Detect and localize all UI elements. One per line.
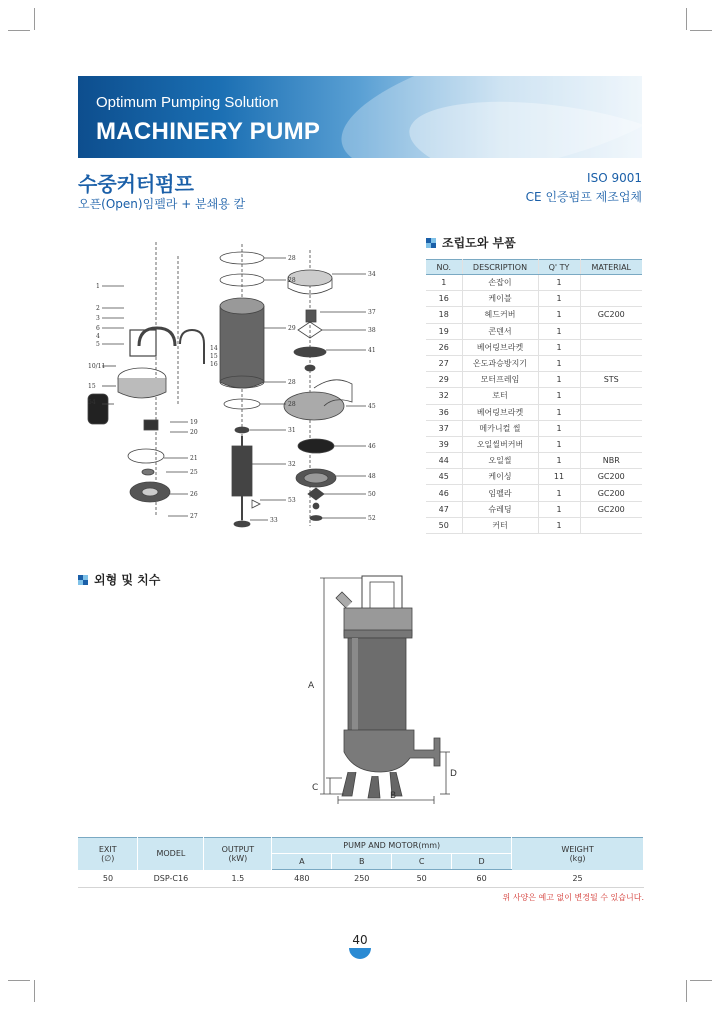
header-banner (78, 76, 642, 158)
callout-label: 48 (368, 473, 376, 480)
crop-mark (8, 30, 30, 31)
parts-col-material: MATERIAL (580, 260, 642, 275)
dim-label-a: A (308, 681, 315, 691)
part-material: STS (580, 372, 642, 388)
callout-label: 28 (288, 255, 296, 262)
part-material: GC200 (580, 469, 642, 485)
part-qty: 1 (538, 404, 580, 420)
part-material (580, 275, 642, 291)
table-row (426, 469, 642, 485)
part-description: 베어링브라켓 (462, 404, 538, 420)
table-row (426, 355, 642, 371)
table-row (426, 420, 642, 436)
callout-label: 27 (190, 513, 198, 520)
spec-a: 480 (272, 870, 332, 888)
part-qty: 1 (538, 388, 580, 404)
part-material: GC200 (580, 501, 642, 517)
callout-label: 46 (368, 443, 376, 450)
table-row (426, 436, 642, 452)
spec-col-weight-line2: (kg) (569, 853, 586, 863)
part-no: 29 (426, 372, 462, 388)
part-description: 오일씰버커버 (462, 436, 538, 452)
callout-label: 6 (96, 325, 100, 332)
spec-col-output (204, 838, 272, 870)
spec-col-d: D (452, 854, 512, 870)
part-no: 36 (426, 404, 462, 420)
part-material (580, 517, 642, 533)
part-material (580, 291, 642, 307)
crop-mark (8, 980, 30, 981)
spec-col-weight (512, 838, 644, 870)
part-description: 로터 (462, 388, 538, 404)
part-qty: 1 (538, 355, 580, 371)
spec-weight: 25 (512, 870, 644, 888)
part-no: 50 (426, 517, 462, 533)
crop-mark (686, 8, 687, 30)
crop-mark (690, 30, 712, 31)
banner-subtitle: Optimum Pumping Solution (96, 94, 279, 111)
table-row (426, 275, 642, 291)
part-material (580, 404, 642, 420)
callout-label: 50 (368, 491, 376, 498)
spec-col-output-line2: (kW) (228, 853, 248, 863)
part-material (580, 420, 642, 436)
table-row (426, 501, 642, 517)
part-qty: 1 (538, 517, 580, 533)
spec-col-weight-line1: WEIGHT (561, 844, 594, 854)
cert-iso: ISO 9001 (587, 171, 642, 185)
part-no: 39 (426, 436, 462, 452)
callout-label: 37 (368, 309, 376, 316)
part-description: 슈레딩 (462, 501, 538, 517)
parts-table (426, 259, 642, 534)
spec-col-model: MODEL (138, 838, 204, 870)
part-no: 19 (426, 323, 462, 339)
spec-col-c: C (392, 854, 452, 870)
spec-col-group: PUMP AND MOTOR(mm) (272, 838, 512, 854)
dims-heading-text: 외형 및 치수 (94, 573, 161, 587)
part-no: 27 (426, 355, 462, 371)
part-no: 26 (426, 339, 462, 355)
product-subtitle: 오픈(Open)임펠라 + 분쇄용 칼 (78, 197, 246, 211)
part-no: 1 (426, 275, 462, 291)
part-qty: 1 (538, 453, 580, 469)
callout-label: 15 (88, 383, 96, 390)
parts-col-qty: Q' TY (538, 260, 580, 275)
table-row (426, 453, 642, 469)
table-row (426, 404, 642, 420)
callout-label: 14 (210, 345, 218, 352)
callout-label: 53 (288, 497, 296, 504)
dim-label-c: C (312, 783, 319, 793)
callout-label: 28 (288, 277, 296, 284)
part-description: 케이싱 (462, 469, 538, 485)
part-no: 37 (426, 420, 462, 436)
part-description: 커터 (462, 517, 538, 533)
part-qty: 11 (538, 469, 580, 485)
part-material (580, 323, 642, 339)
part-qty: 1 (538, 420, 580, 436)
part-no: 47 (426, 501, 462, 517)
part-description: 케이블 (462, 291, 538, 307)
dimension-drawing (300, 572, 470, 804)
part-description: 헤드커버 (462, 307, 538, 323)
dim-label-b: B (390, 791, 397, 801)
spec-exit: 50 (78, 870, 138, 888)
part-material (580, 388, 642, 404)
part-description: 베어링브라켓 (462, 339, 538, 355)
part-description: 임펠라 (462, 485, 538, 501)
part-no: 46 (426, 485, 462, 501)
spec-c: 50 (392, 870, 452, 888)
part-qty: 1 (538, 501, 580, 517)
part-description: 메카니컬 씰 (462, 420, 538, 436)
callout-label: 21 (190, 455, 198, 462)
part-no: 16 (426, 291, 462, 307)
callout-label: 28 (288, 379, 296, 386)
part-qty: 1 (538, 275, 580, 291)
table-row (426, 372, 642, 388)
banner-title: MACHINERY PUMP (96, 118, 321, 145)
page-number: 40 (352, 933, 368, 947)
callout-label: 19 (190, 419, 198, 426)
crop-mark (34, 980, 35, 1002)
table-row (78, 870, 644, 888)
part-material: GC200 (580, 307, 642, 323)
table-row (426, 307, 642, 323)
parts-section-heading (426, 234, 516, 251)
part-description: 손잡이 (462, 275, 538, 291)
callout-label: 33 (270, 517, 278, 524)
spec-col-b: B (332, 854, 392, 870)
callout-label: 16 (210, 361, 218, 368)
part-description: 온도과승방지기 (462, 355, 538, 371)
section-square-icon (426, 238, 436, 248)
spec-change-note: 위 사양은 예고 없이 변경될 수 있습니다. (502, 893, 644, 902)
table-row (426, 485, 642, 501)
exploded-view-diagram (84, 236, 400, 536)
callout-label: 29 (288, 325, 296, 332)
callout-label: 5 (96, 341, 100, 348)
callout-label: 2 (96, 305, 100, 312)
part-no: 44 (426, 453, 462, 469)
callout-label: 54 (88, 399, 96, 406)
dim-label-d: D (450, 769, 457, 779)
page-tab-marker (349, 948, 371, 959)
parts-col-description: DESCRIPTION (462, 260, 538, 275)
section-square-icon (78, 575, 88, 585)
parts-table-body (426, 275, 642, 534)
part-material: NBR (580, 453, 642, 469)
part-qty: 1 (538, 372, 580, 388)
spec-col-exit-line1: EXIT (98, 844, 117, 854)
callout-label: 20 (190, 429, 198, 436)
spec-col-output-line1: OUTPUT (221, 844, 255, 854)
part-description: 오일씰 (462, 453, 538, 469)
part-qty: 1 (538, 436, 580, 452)
callout-label: 32 (288, 461, 296, 468)
callout-label: 3 (96, 315, 100, 322)
spec-output: 1.5 (204, 870, 272, 888)
callout-label: 41 (368, 347, 376, 354)
part-qty: 1 (538, 339, 580, 355)
crop-mark (34, 8, 35, 30)
callout-label: 25 (190, 469, 198, 476)
table-row (426, 388, 642, 404)
part-qty: 1 (538, 323, 580, 339)
part-qty: 1 (538, 291, 580, 307)
callout-label: 45 (368, 403, 376, 410)
spec-col-a: A (272, 854, 332, 870)
part-material: GC200 (580, 485, 642, 501)
part-material (580, 436, 642, 452)
part-description: 콘덴서 (462, 323, 538, 339)
callout-label: 31 (288, 427, 296, 434)
callout-label: 10/11 (88, 363, 106, 370)
part-description: 모터프레임 (462, 372, 538, 388)
part-qty: 1 (538, 307, 580, 323)
callout-label: 26 (190, 491, 198, 498)
table-row (426, 517, 642, 533)
part-no: 18 (426, 307, 462, 323)
parts-heading-text: 조립도와 부품 (442, 236, 516, 250)
spec-b: 250 (332, 870, 392, 888)
table-row (426, 291, 642, 307)
callout-label: 4 (96, 333, 100, 340)
callout-label: 1 (96, 283, 100, 290)
callout-label: 38 (368, 327, 376, 334)
spec-d: 60 (452, 870, 512, 888)
callout-label: 52 (368, 515, 376, 522)
spec-col-exit-line2: (∅) (101, 853, 115, 863)
part-qty: 1 (538, 485, 580, 501)
part-material (580, 355, 642, 371)
crop-mark (690, 980, 712, 981)
part-no: 32 (426, 388, 462, 404)
part-no: 45 (426, 469, 462, 485)
callout-label: 15 (210, 353, 218, 360)
part-material (580, 339, 642, 355)
spec-table (78, 837, 644, 888)
spec-col-exit (78, 838, 138, 870)
spec-model: DSP-C16 (138, 870, 204, 888)
callout-label: 28 (288, 401, 296, 408)
dims-section-heading (78, 571, 160, 588)
parts-col-no: NO. (426, 260, 462, 275)
callout-label: 34 (368, 271, 376, 278)
cert-ce: CE 인증펌프 제조업체 (525, 190, 642, 204)
table-row (426, 323, 642, 339)
crop-mark (686, 980, 687, 1002)
table-row (426, 339, 642, 355)
product-title: 수중커터펌프 (78, 172, 194, 196)
